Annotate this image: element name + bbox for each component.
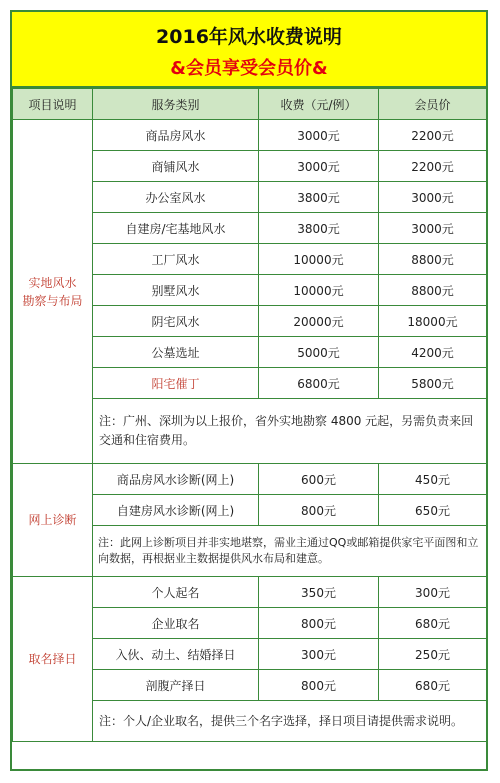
member-price-cell: 3000元 [379, 182, 487, 213]
category-label: 取名择日 [28, 652, 77, 666]
price-cell: 300元 [259, 639, 379, 670]
price-cell: 800元 [259, 495, 379, 526]
table-header-row [13, 89, 487, 120]
price-cell: 20000元 [259, 306, 379, 337]
category-label: 网上诊断 [28, 513, 77, 527]
column-header: 收费（元/例） [259, 89, 379, 120]
member-price-cell: 300元 [379, 577, 487, 608]
service-cell: 办公室风水 [93, 182, 259, 213]
service-cell: 阴宅风水 [93, 306, 259, 337]
member-price-cell: 250元 [379, 639, 487, 670]
table-row [13, 120, 487, 151]
section-note: 注：个人/企业取名，提供三个名字选择，择日项目请提供需求说明。 [93, 701, 487, 742]
title-banner [12, 12, 486, 88]
service-cell: 入伙、动土、结婚择日 [93, 639, 259, 670]
price-sheet [10, 10, 488, 771]
column-header: 服务类别 [93, 89, 259, 120]
price-cell: 6800元 [259, 368, 379, 399]
member-price-cell: 450元 [379, 464, 487, 495]
category-cell [13, 120, 93, 464]
category-cell [13, 464, 93, 577]
section-note: 注：此网上诊断项目并非实地堪察，需业主通过QQ或邮箱提供家宅平面图和立向数据，再根据业主数据提供风水布局和建意。 [93, 526, 487, 577]
price-table [12, 88, 487, 742]
member-price-cell: 2200元 [379, 120, 487, 151]
price-cell: 800元 [259, 670, 379, 701]
price-cell: 5000元 [259, 337, 379, 368]
service-cell: 自建房风水诊断(网上) [93, 495, 259, 526]
table-row [13, 577, 487, 608]
service-cell: 剖腹产择日 [93, 670, 259, 701]
price-cell: 3000元 [259, 151, 379, 182]
price-cell: 10000元 [259, 275, 379, 306]
service-cell: 自建房/宅基地风水 [93, 213, 259, 244]
member-price-cell: 8800元 [379, 275, 487, 306]
page-subtitle: &会员享受会员价& [170, 58, 328, 79]
service-cell: 个人起名 [93, 577, 259, 608]
member-price-cell: 680元 [379, 670, 487, 701]
page-title: 2016年风水收费说明 [156, 26, 342, 48]
service-cell: 阳宅催丁 [93, 368, 259, 399]
price-cell: 10000元 [259, 244, 379, 275]
table-row [13, 464, 487, 495]
member-price-cell: 5800元 [379, 368, 487, 399]
member-price-cell: 680元 [379, 608, 487, 639]
price-cell: 600元 [259, 464, 379, 495]
column-header: 会员价 [379, 89, 487, 120]
member-price-cell: 18000元 [379, 306, 487, 337]
section-note: 注：广州、深圳为以上报价，省外实地勘察 4800 元起，另需负责来回交通和住宿费用。 [93, 399, 487, 464]
member-price-cell: 8800元 [379, 244, 487, 275]
service-cell: 商品房风水 [93, 120, 259, 151]
service-cell: 商品房风水诊断(网上) [93, 464, 259, 495]
category-cell [13, 577, 93, 742]
service-cell: 工厂风水 [93, 244, 259, 275]
price-cell: 3800元 [259, 182, 379, 213]
member-price-cell: 2200元 [379, 151, 487, 182]
service-cell: 企业取名 [93, 608, 259, 639]
service-cell: 别墅风水 [93, 275, 259, 306]
service-cell: 公墓选址 [93, 337, 259, 368]
service-cell: 商铺风水 [93, 151, 259, 182]
price-cell: 350元 [259, 577, 379, 608]
member-price-cell: 4200元 [379, 337, 487, 368]
price-cell: 3800元 [259, 213, 379, 244]
price-cell: 800元 [259, 608, 379, 639]
price-cell: 3000元 [259, 120, 379, 151]
member-price-cell: 650元 [379, 495, 487, 526]
column-header: 项目说明 [13, 89, 93, 120]
category-label: 实地风水 勘察与布局 [22, 275, 83, 308]
member-price-cell: 3000元 [379, 213, 487, 244]
